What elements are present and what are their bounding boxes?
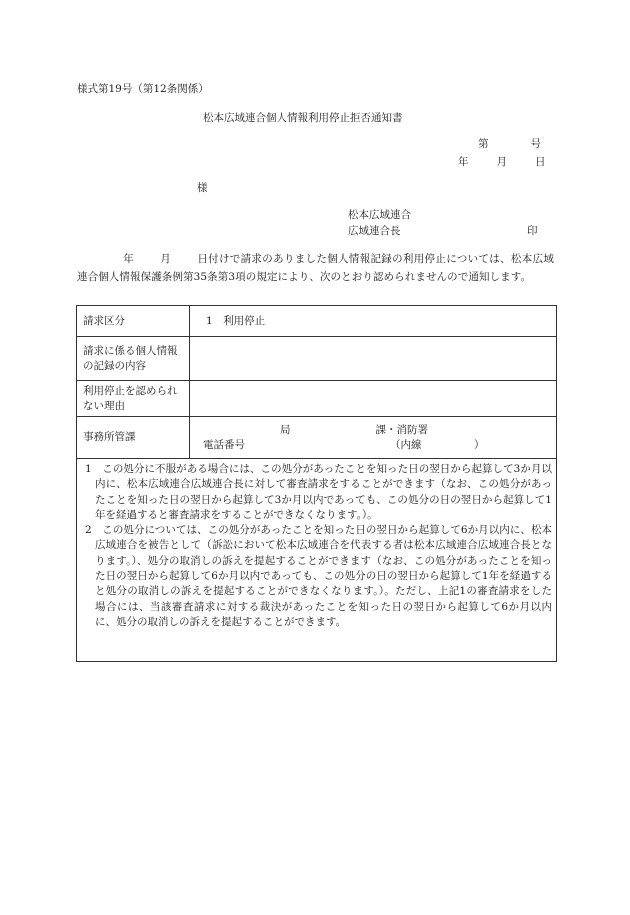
note-item: 1 この処分に不服がある場合には、この処分があったことを知った日の翌日から起算して3か月以内に、松本広域連合広域連合長に対して審査請求をすることができます（なお、この処分があったことを知った日の翌日から起算して3か月以内であっても、この処分の日の翌日から起算して1年を経過すると審査請求をすることができなくなります。）。	[85, 463, 552, 521]
refusal-reason-value	[190, 381, 557, 417]
seal-mark: 印	[527, 225, 538, 237]
refusal-reason-label: 利用停止を認められない理由	[77, 381, 190, 417]
table-row	[77, 306, 557, 337]
table-row	[77, 337, 557, 381]
number-prefix: 第	[478, 138, 489, 150]
document-number-line	[478, 137, 541, 151]
body-text: 日付けで請求のありました個人情報記録の利用停止については、松本広域連合個人情報保護条例第35条第3項の規定により、次のとおり認められませんので通知します。	[77, 253, 554, 283]
request-type-label: 請求区分	[77, 306, 190, 337]
table-row	[77, 417, 557, 459]
record-content-value	[190, 337, 557, 381]
number-suffix: 号	[530, 138, 541, 150]
form-number: 様式第19号（第12条関係）	[77, 83, 209, 95]
record-content-label: 請求に係る個人情報の記録の内容	[77, 337, 190, 381]
issue-date-line	[458, 155, 546, 169]
issuer-organization: 松本広域連合	[348, 209, 411, 221]
office-bureau: 局	[280, 423, 291, 436]
addressee: 様	[197, 182, 208, 194]
date-day: 日	[535, 156, 546, 168]
date-year: 年	[458, 156, 469, 168]
table-row	[77, 381, 557, 417]
document-title: 松本広域連合個人情報利用停止拒否通知書	[203, 112, 403, 124]
body-year: 年	[123, 253, 135, 265]
note-item: 2 この処分については、この処分があったことを知った日の翌日から起算して6か月以内に、松本広域連合を被告として（訴訟において松本広域連合を代表する者は松本広域連合広域連合長となります。）、処分の取消しの訴えを提起することができます（なお、この処分があったことを知った日の翌日から起算して6か月以内であっても、この処分の日の翌日から起算して1年を経過すると処分の取消しの訴えを提起することができなくなります。）。ただし、上記1の審査請求をした場合には、当該審査請求に対する裁決があったことを知った日の翌日から起算して6か月以内に、処分の取消しの訴えを提起することができます。	[85, 524, 552, 628]
notice-body	[77, 250, 554, 286]
office-extension: （内線 ）	[390, 438, 485, 451]
appeal-notes	[76, 458, 557, 662]
date-month: 月	[496, 156, 507, 168]
body-month: 月	[160, 253, 172, 265]
office-section: 課・消防署	[375, 423, 428, 436]
request-type-value: 1 利用停止	[190, 306, 557, 337]
issuer-title: 広域連合長	[348, 225, 401, 237]
office-label: 事務所管課	[77, 417, 190, 459]
office-value	[190, 417, 557, 459]
request-info-table	[76, 305, 557, 459]
office-phone-label: 電話番号	[203, 438, 245, 451]
